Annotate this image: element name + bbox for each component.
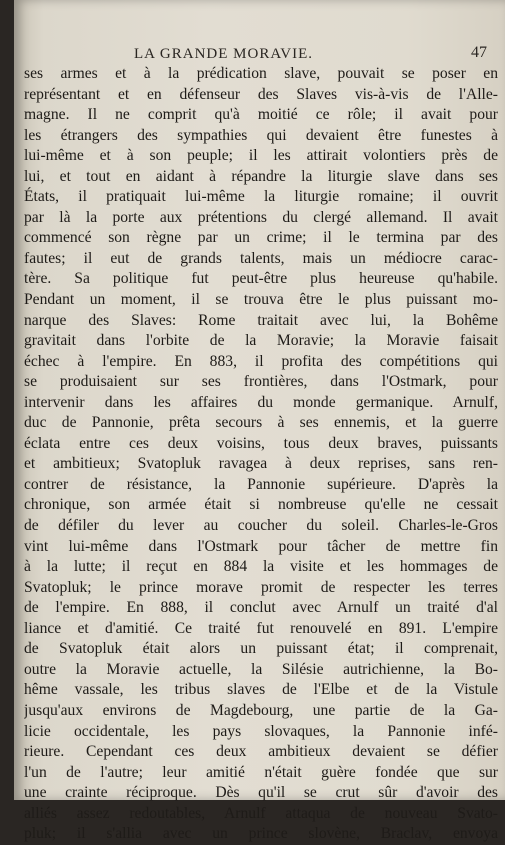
text-line: lui-même et à son peuple; il les attirait volontiers près de (24, 147, 498, 165)
text-line: fautes; il eut de grands talents, mais un médiocre carac- (24, 249, 498, 267)
text-line: rieure. Cependant ces deux ambitieux devaient se défier (24, 743, 498, 761)
text-line: jusqu'aux environs de Magdebourg, une partie de la Ga- (24, 701, 498, 719)
text-line: outre la Moravie actuelle, la Silésie autrichienne, la Bo- (24, 660, 498, 678)
text-line: de défiler du lever au coucher du soleil. Charles-le-Gros (24, 517, 498, 535)
page-header (14, 44, 505, 64)
text-line: commencé son règne par un crime; il le termina par des (24, 229, 498, 247)
text-line: États, il pratiquait lui-même la liturgie romaine; il ouvrit (24, 188, 498, 206)
text-line: à la lutte; il reçut en 884 la visite et les hommages de (24, 558, 498, 576)
text-line: de Svatopluk était alors un puissant état; il comprenait, (24, 640, 498, 658)
text-line: par là la porte aux prétentions du clergé allemand. Il avait (24, 208, 498, 226)
text-line: se produisaient sur ses frontières, dans l'Ostmark, pour (24, 373, 498, 391)
text-line: intervenir dans les affaires du monde germanique. Arnulf, (24, 393, 498, 411)
text-line: Pendant un moment, il se trouva être le plus puissant mo- (24, 291, 498, 309)
text-line: de l'empire. En 888, il conclut avec Arnulf un traité d'al (24, 599, 498, 617)
text-line: pluk; il s'allia avec un prince slovène, Braclav, envoya (24, 825, 498, 843)
text-line: les étrangers des sympathies qui devaient être funestes à (24, 126, 498, 144)
body-text (24, 64, 498, 845)
text-line: hême vassale, les tribus slaves de l'Elbe et de la Vistule (24, 681, 498, 699)
text-line: duc de Pannonie, prêta secours à ses ennemis, et la guerre (24, 414, 498, 432)
text-line: éclata entre ces deux voisins, tous deux braves, puissants (24, 434, 498, 452)
text-line: échec à l'empire. En 883, il profita des compétitions qui (24, 352, 498, 370)
text-line: tère. Sa politique fut peut-être plus heureuse qu'habile. (24, 270, 498, 288)
running-title: LA GRANDE MORAVIE. (134, 46, 313, 62)
text-line: narque des Slaves: Rome traitait avec lui, la Bohême (24, 311, 498, 329)
text-line: licie occidentale, les pays slovaques, la Pannonie infé- (24, 722, 498, 740)
text-line: lui, et tout en aidant à répandre la liturgie slave dans ses (24, 167, 498, 185)
text-line: et ambitieux; Svatopluk ravagea à deux reprises, sans ren- (24, 455, 498, 473)
text-line: représentant et en défenseur des Slaves vis-à-vis de l'Alle- (24, 85, 498, 103)
text-line: magne. Il ne comprit qu'à moitié ce rôle; il avait pour (24, 106, 498, 124)
text-line: chronique, son armée était si nombreuse qu'elle ne cessait (24, 496, 498, 514)
text-line: gravitait dans l'orbite de la Moravie; la Moravie faisait (24, 332, 498, 350)
text-line: contrer de résistance, la Pannonie supérieure. D'après la (24, 475, 498, 493)
book-page (14, 0, 505, 843)
text-line: une crainte réciproque. Dès qu'il se crut sûr d'avoir des (24, 784, 498, 802)
text-line: liance et d'amitié. Ce traité fut renouvelé en 891. L'empire (24, 619, 498, 637)
text-line: vint lui-même dans l'Ostmark pour tâcher de mettre fin (24, 537, 498, 555)
text-line: Svatopluk; le prince morave promit de respecter les terres (24, 578, 498, 596)
page-number: 47 (471, 44, 487, 61)
text-line: alliés assez redoutables, Arnulf attaqua de nouveau Svato- (24, 804, 498, 822)
text-line: ses armes et à la prédication slave, pouvait se poser en (24, 65, 498, 82)
text-line: l'un de l'autre; leur amitié n'était guère fondée que sur (24, 763, 498, 781)
